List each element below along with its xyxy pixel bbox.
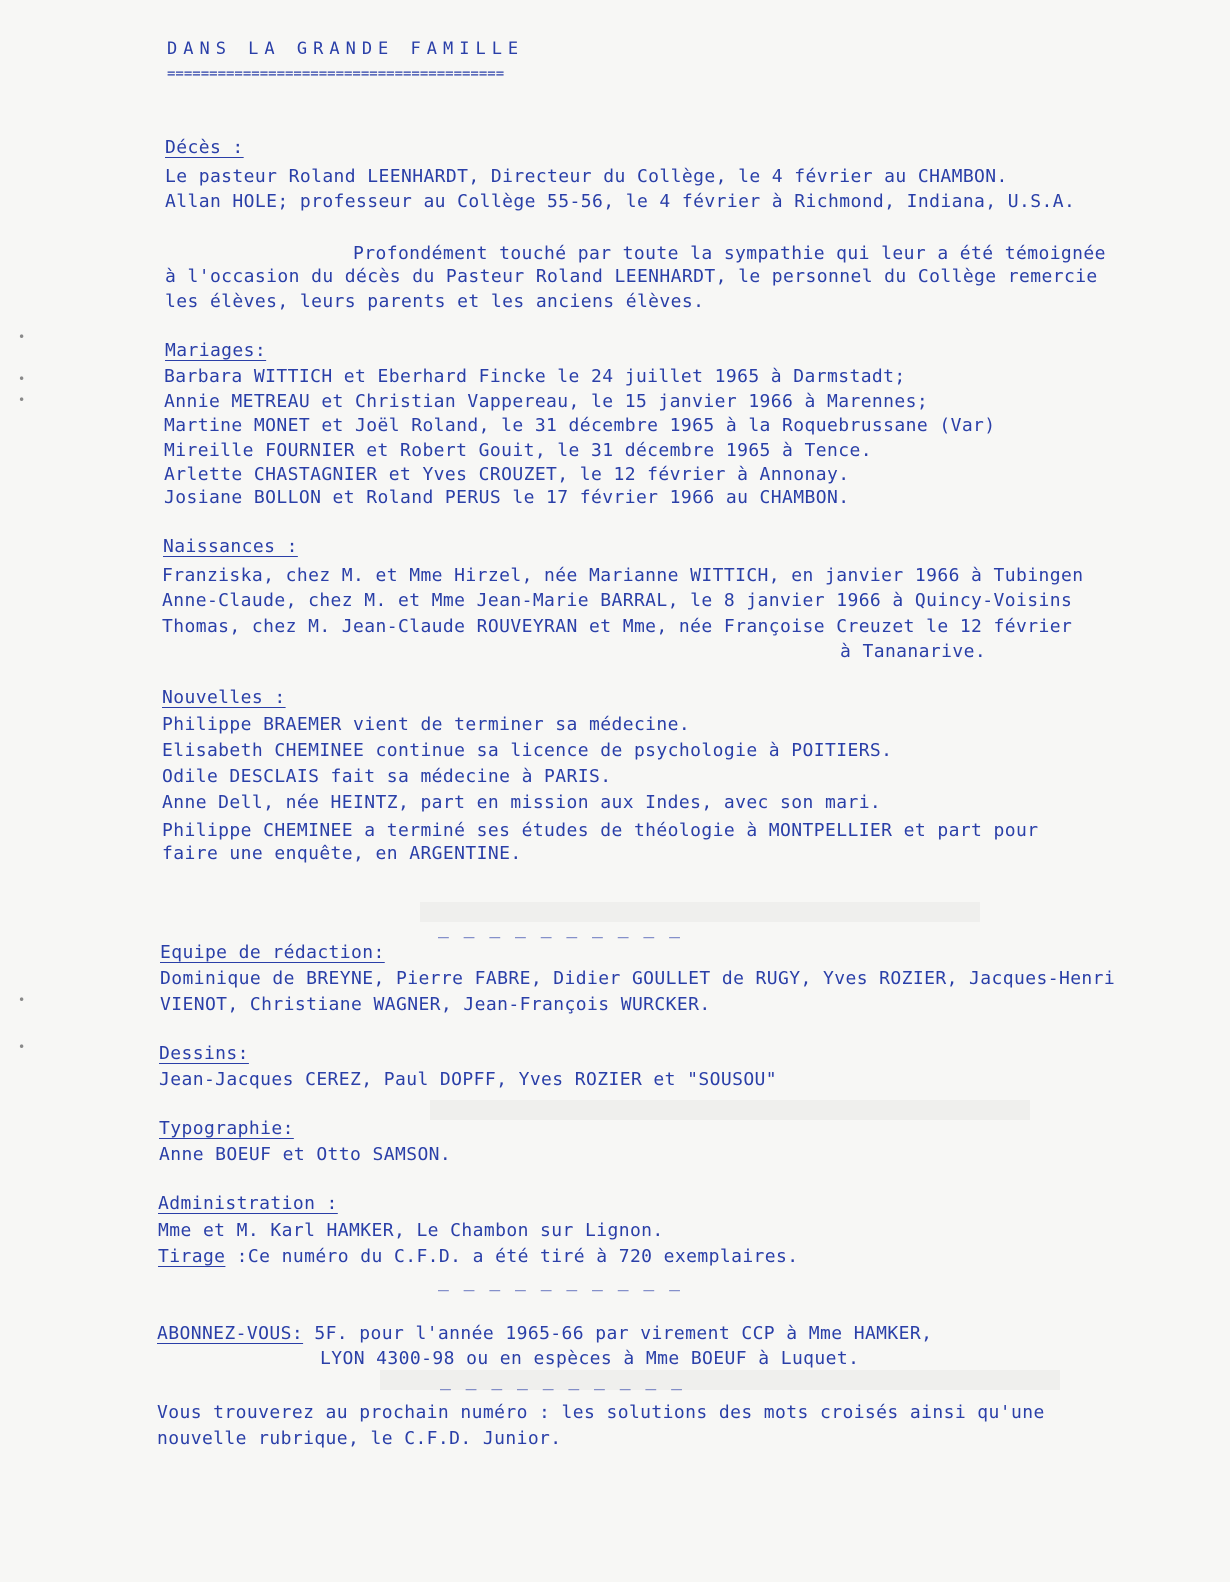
- section-heading-naissances: Naissances :: [163, 536, 298, 557]
- nouvelle-line: faire une enquête, en ARGENTINE.: [162, 843, 522, 864]
- typographie-line: Anne BOEUF et Otto SAMSON.: [159, 1144, 452, 1165]
- dessins-line: Jean-Jacques CEREZ, Paul DOPFF, Yves ROZIER et "SOUSOU": [159, 1069, 778, 1090]
- tirage-text: :Ce numéro du C.F.D. a été tiré à 720 exemplaires.: [225, 1246, 799, 1267]
- deces-line: Le pasteur Roland LEENHARDT, Directeur du Collège, le 4 février au CHAMBON.: [165, 166, 1008, 187]
- naissance-line: Franziska, chez M. et Mme Hirzel, née Marianne WITTICH, en janvier 1966 à Tubingen: [162, 565, 1084, 586]
- mariage-line: Mireille FOURNIER et Robert Gouit, le 31 décembre 1965 à Tence.: [164, 440, 872, 461]
- section-heading-nouvelles: Nouvelles :: [162, 687, 286, 708]
- mariage-line: Martine MONET et Joël Roland, le 31 décembre 1965 à la Roquebrussane (Var): [164, 415, 996, 436]
- naissance-line: Thomas, chez M. Jean-Claude ROUVEYRAN et Mme, née Françoise Creuzet le 12 février: [162, 616, 1073, 637]
- section-separator: _ _ _ _ _ _ _ _ _ _: [438, 1271, 682, 1292]
- show-through: [430, 1100, 1030, 1120]
- binder-mark: •: [18, 993, 26, 1007]
- binder-mark: •: [18, 372, 26, 386]
- prochain-line: nouvelle rubrique, le C.F.D. Junior.: [157, 1428, 562, 1449]
- section-heading-administration: Administration :: [158, 1193, 338, 1214]
- naissance-line: Anne-Claude, chez M. et Mme Jean-Marie BARRAL, le 8 janvier 1966 à Quincy-Voisins: [162, 590, 1073, 611]
- administration-line: Mme et M. Karl HAMKER, Le Chambon sur Lignon.: [158, 1220, 664, 1241]
- prochain-line: Vous trouverez au prochain numéro : les solutions des mots croisés ainsi qu'une: [157, 1402, 1045, 1423]
- nouvelle-line: Anne Dell, née HEINTZ, part en mission aux Indes, avec son mari.: [162, 792, 882, 813]
- section-separator: _ _ _ _ _ _ _ _ _ _: [438, 918, 682, 939]
- nouvelle-line: Philippe BRAEMER vient de terminer sa médecine.: [162, 714, 691, 735]
- abonnez-line: [157, 1323, 932, 1345]
- mariage-line: Arlette CHASTAGNIER et Yves CROUZET, le 12 février à Annonay.: [164, 464, 850, 485]
- nouvelle-line: Elisabeth CHEMINEE continue sa licence de psychologie à POITIERS.: [162, 740, 893, 761]
- naissance-line: à Tananarive.: [840, 641, 987, 662]
- remerciements-line: à l'occasion du décès du Pasteur Roland LEENHARDT, le personnel du Collège remercie: [165, 266, 1098, 287]
- binder-mark: •: [18, 393, 26, 407]
- mariage-line: Barbara WITTICH et Eberhard Fincke le 24 juillet 1965 à Darmstadt;: [164, 366, 906, 387]
- nouvelle-line: Odile DESCLAIS fait sa médecine à PARIS.: [162, 766, 612, 787]
- section-heading-deces: Décès :: [165, 137, 244, 158]
- mariage-line: Annie METREAU et Christian Vappereau, le 15 janvier 1966 à Marennes;: [164, 391, 929, 412]
- section-heading-redaction: Equipe de rédaction:: [160, 942, 385, 963]
- section-heading-typographie: Typographie:: [159, 1118, 294, 1139]
- remerciements-line: Profondément touché par toute la sympathie qui leur a été témoignée: [353, 243, 1106, 264]
- section-heading-dessins: Dessins:: [159, 1043, 249, 1064]
- nouvelle-line: Philippe CHEMINEE a terminé ses études de théologie à MONTPELLIER et part pour: [162, 820, 1039, 841]
- binder-mark: •: [18, 1040, 26, 1054]
- abonnez-text: 5F. pour l'année 1965-66 par virement CCP à Mme HAMKER,: [303, 1323, 933, 1344]
- abonnez-line-2: LYON 4300-98 ou en espèces à Mme BOEUF à Luquet.: [320, 1348, 860, 1369]
- tirage-line: [158, 1246, 799, 1268]
- remerciements-line: les élèves, leurs parents et les anciens élèves.: [165, 291, 705, 312]
- title-underline: ========================================: [167, 66, 505, 82]
- redaction-line: Dominique de BREYNE, Pierre FABRE, Didier GOULLET de RUGY, Yves ROZIER, Jacques-Henri: [160, 968, 1116, 989]
- redaction-line: VIENOT, Christiane WAGNER, Jean-François WURCKER.: [160, 994, 711, 1015]
- binder-mark: •: [18, 330, 26, 344]
- section-heading-mariages: Mariages:: [165, 340, 267, 361]
- page-title: DANS LA GRANDE FAMILLE: [167, 39, 525, 59]
- abonnez-heading: ABONNEZ-VOUS:: [157, 1323, 304, 1344]
- section-separator: _ _ _ _ _ _ _ _ _ _: [440, 1370, 684, 1391]
- deces-line: Allan HOLE; professeur au Collège 55-56, le 4 février à Richmond, Indiana, U.S.A.: [165, 191, 1076, 212]
- mariage-line: Josiane BOLLON et Roland PERUS le 17 février 1966 au CHAMBON.: [164, 487, 850, 508]
- tirage-heading: Tirage: [158, 1246, 226, 1267]
